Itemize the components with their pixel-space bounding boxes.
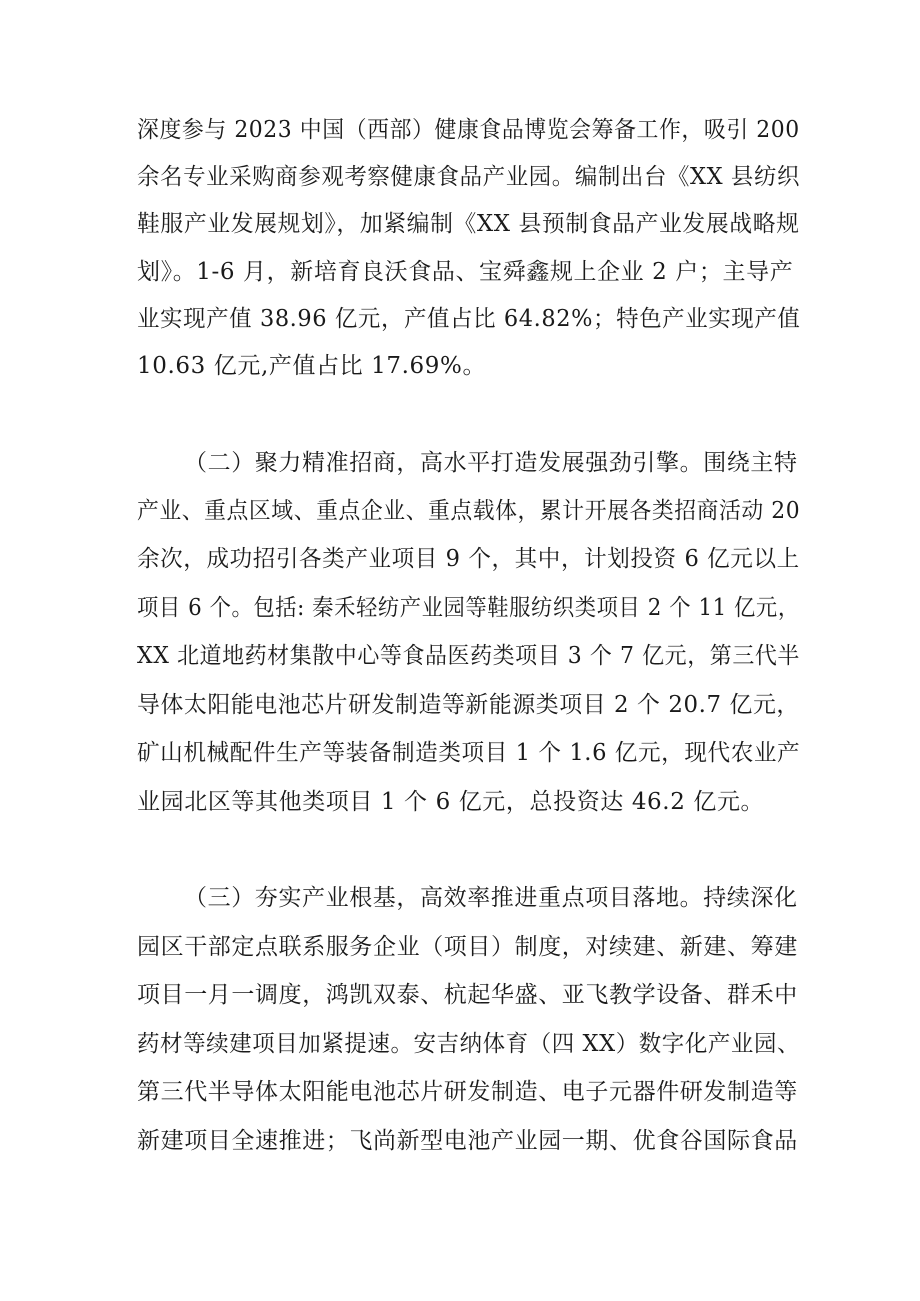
paragraph-2-line-2: 产业、重点区域、重点企业、重点载体，累计开展各类招商活动 20 bbox=[137, 498, 801, 524]
paragraph-1-line-4: 划》。1-6 月，新培育良沃食品、宝舜鑫规上企业 2 户；主导产 bbox=[137, 259, 794, 285]
paragraph-1-line-5: 业实现产值 38.96 亿元，产值占比 64.82%；特色产业实现产值 bbox=[137, 306, 801, 332]
paragraph-2-line-6: 导体太阳能电池芯片研发制造等新能源类项目 2 个 20.7 亿元， bbox=[137, 692, 800, 718]
paragraph-3-line-1: （三）夯实产业根基，高效率推进重点项目落地。持续深化 bbox=[184, 885, 798, 911]
paragraph-2-line-8: 业园北区等其他类项目 1 个 6 亿元，总投资达 46.2 亿元。 bbox=[137, 789, 765, 815]
paragraph-2-line-4: 项目 6 个。包括: 秦禾轻纺产业园等鞋服纺织类项目 2 个 11 亿元， bbox=[137, 595, 800, 621]
paragraph-1-line-6: 10.63 亿元,产值占比 17.69%。 bbox=[137, 353, 487, 379]
paragraph-1-line-1: 深度参与 2023 中国（西部）健康食品博览会筹备工作，吸引 200 bbox=[137, 117, 800, 143]
paragraph-1-line-2: 余名专业采购商参观考察健康食品产业园。编制出台《XX 县纺织 bbox=[137, 164, 801, 190]
paragraph-3-line-4: 药材等续建项目加紧提速。安吉纳体育（四 XX）数字化产业园、 bbox=[137, 1031, 801, 1057]
paragraph-3-line-6: 新建项目全速推进；飞尚新型电池产业园一期、优食谷国际食品 bbox=[137, 1128, 798, 1154]
paragraph-3-line-5: 第三代半导体太阳能电池芯片研发制造、电子元器件研发制造等 bbox=[137, 1079, 798, 1105]
paragraph-1-line-3: 鞋服产业发展规划》，加紧编制《XX 县预制食品产业发展战略规 bbox=[137, 211, 800, 237]
paragraph-2-line-5: XX 北道地药材集散中心等食品医药类项目 3 个 7 亿元，第三代半 bbox=[137, 643, 800, 669]
paragraph-2-line-1: （二）聚力精准招商，高水平打造发展强劲引擎。围绕主特 bbox=[184, 450, 798, 476]
paragraph-3-line-2: 园区干部定点联系服务企业（项目）制度，对续建、新建、筹建 bbox=[137, 934, 798, 960]
paragraph-3-line-3: 项目一月一调度，鸿凯双泰、杭起华盛、亚飞教学设备、群禾中 bbox=[137, 982, 798, 1008]
paragraph-2-line-3: 余次，成功招引各类产业项目 9 个，其中，计划投资 6 亿元以上 bbox=[137, 546, 800, 572]
paragraph-2-line-7: 矿山机械配件生产等装备制造类项目 1 个 1.6 亿元，现代农业产 bbox=[137, 740, 801, 766]
